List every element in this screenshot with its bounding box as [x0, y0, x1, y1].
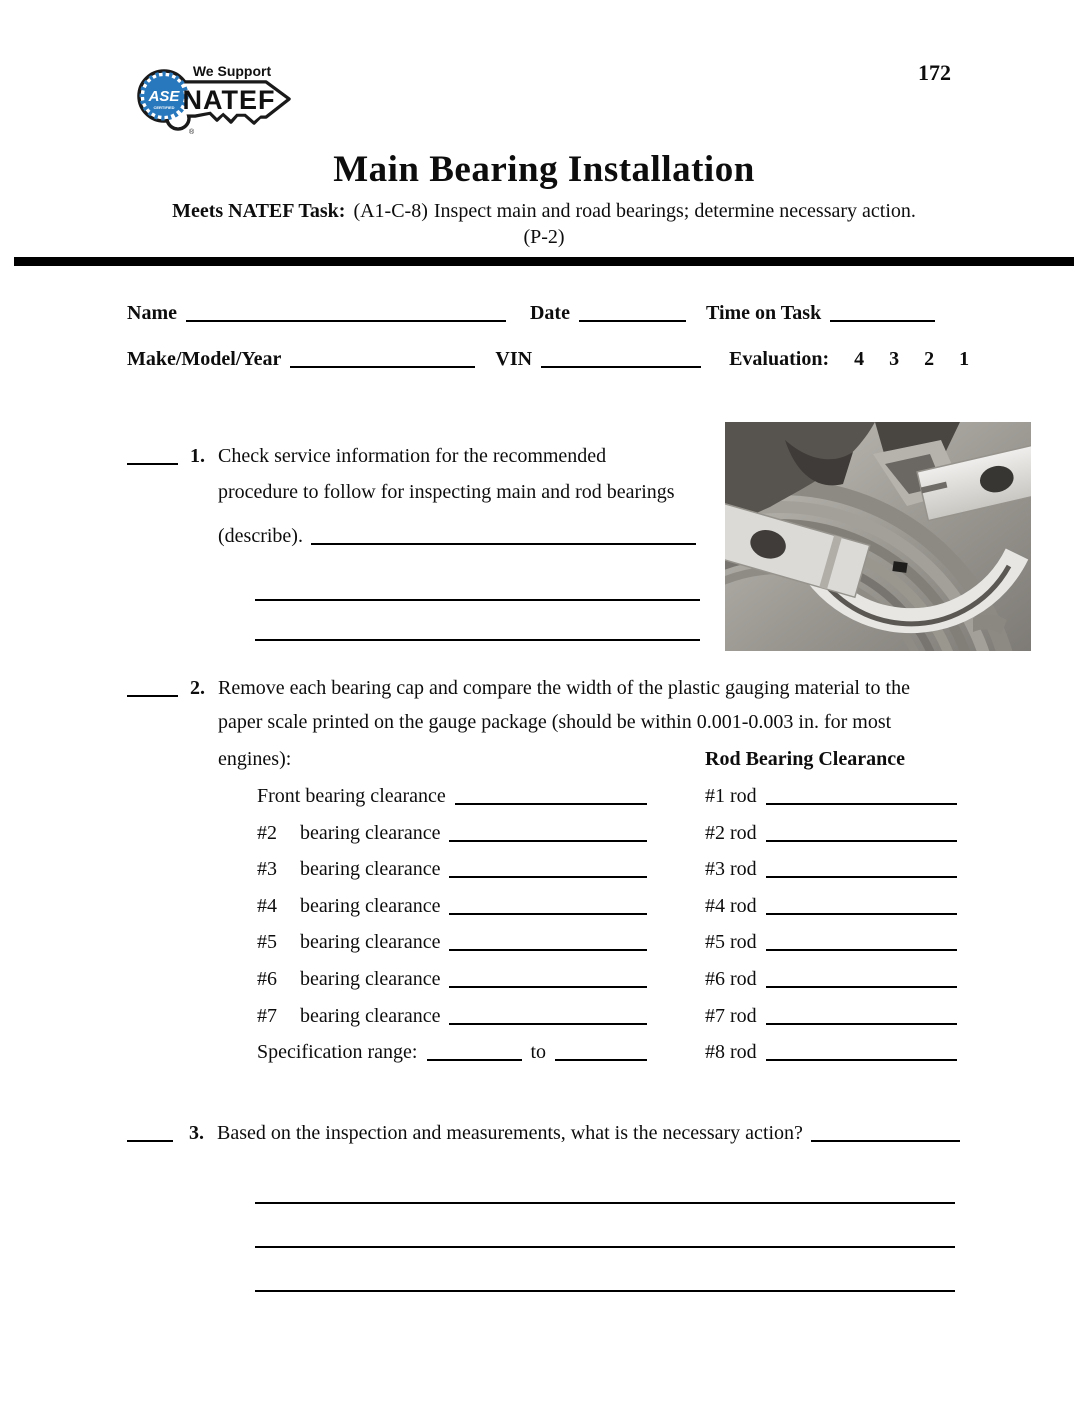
- clearance-table: [257, 781, 957, 1074]
- main-row-label: bearing clearance: [300, 894, 441, 917]
- item-2-text-1: Remove each bearing cap and compare the width of the plastic gauging material to the: [218, 677, 910, 699]
- item-2-number: 2.: [190, 677, 205, 699]
- main-bearing-photo: [725, 422, 1031, 651]
- info-row-2: [127, 344, 970, 371]
- rod-row-label: #4 rod: [705, 894, 757, 917]
- rod-clearance-blank: [766, 857, 957, 878]
- date-label: Date: [529, 302, 570, 324]
- rod-clearance-blank: [766, 784, 957, 805]
- clearance-row-1: [257, 781, 957, 818]
- evaluation-score-1: 1: [959, 348, 970, 370]
- describe-blank: [311, 524, 696, 545]
- evaluation-score-4: 4: [854, 348, 865, 370]
- task-code: (A1-C-8): [353, 200, 428, 222]
- name-label: Name: [127, 302, 177, 324]
- make-model-year-blank: [290, 347, 475, 368]
- date-blank: [579, 301, 686, 322]
- spec-range-max-blank: [555, 1040, 647, 1061]
- item-1-grade-blank: [127, 444, 178, 465]
- main-clearance-blank: [455, 784, 647, 805]
- item-1-line-2: [127, 481, 727, 521]
- item-1-write-line-2: [255, 601, 700, 641]
- main-row-num: #4: [257, 894, 277, 917]
- item-2-line-2: [127, 711, 967, 749]
- rod-row-label: #6 rod: [705, 967, 757, 990]
- item-2-text-3: engines):: [218, 748, 292, 770]
- item-3-line-1: [127, 1118, 960, 1160]
- rod-row-label: #7 rod: [705, 1004, 757, 1027]
- rod-clearance-blank: [766, 930, 957, 951]
- main-row-num: #2: [257, 821, 277, 844]
- item-2-line-1: [127, 673, 967, 711]
- main-clearance-blank: [449, 821, 647, 842]
- main-clearance-blank: [449, 857, 647, 878]
- main-row-num: #6: [257, 967, 277, 990]
- spec-range-min-blank: [427, 1040, 522, 1061]
- main-row-label: bearing clearance: [300, 1004, 441, 1027]
- clearance-row-5: [257, 927, 957, 964]
- task-item-1: [127, 441, 727, 641]
- main-row-num: #7: [257, 1004, 277, 1027]
- spec-to-label: to: [530, 1041, 547, 1064]
- clearance-row-4: [257, 891, 957, 928]
- evaluation-label: Evaluation:: [729, 348, 830, 370]
- rod-row-label: #3 rod: [705, 858, 757, 881]
- main-row-num: #5: [257, 931, 277, 954]
- make-model-year-label: Make/Model/Year: [127, 348, 282, 370]
- main-row-label: bearing clearance: [300, 858, 441, 881]
- task-item-2: [127, 673, 967, 786]
- item-3-number: 3.: [189, 1122, 204, 1144]
- item-3-answer-blank: [811, 1121, 960, 1142]
- clearance-row-7: [257, 1001, 957, 1038]
- main-row-label: Front bearing clearance: [257, 785, 446, 807]
- rod-bearing-clearance-header: Rod Bearing Clearance: [705, 748, 905, 770]
- item-3-write-line-2: [255, 1204, 955, 1248]
- name-blank: [186, 301, 506, 322]
- main-row-num: #3: [257, 858, 277, 881]
- natef-text: NATEF: [182, 85, 276, 115]
- rod-clearance-blank: [766, 1004, 957, 1025]
- clearance-row-3: [257, 854, 957, 891]
- page-number: 172: [918, 60, 951, 85]
- clearance-row-2: [257, 818, 957, 855]
- evaluation-score-3: 3: [889, 348, 900, 370]
- info-row-1: [127, 298, 960, 325]
- time-on-task-blank: [830, 301, 935, 322]
- task-item-3: [127, 1118, 960, 1292]
- clearance-row-8-spec: [257, 1037, 957, 1074]
- item-3-write-line-3: [255, 1248, 955, 1292]
- item-2-line-3: [127, 748, 967, 786]
- spec-range-label: Specification range:: [257, 1041, 418, 1064]
- rod-row-label: #1 rod: [705, 785, 757, 807]
- item-1-text-2: procedure to follow for inspecting main and rod bearings: [218, 481, 675, 503]
- describe-label: (describe).: [218, 525, 303, 547]
- rod-row-label: #8 rod: [705, 1041, 757, 1064]
- rod-clearance-blank: [766, 1040, 957, 1061]
- item-1-line-1: [127, 441, 727, 481]
- main-clearance-blank: [449, 967, 647, 988]
- main-row-label: bearing clearance: [300, 931, 441, 954]
- divider-rule: [14, 257, 1074, 266]
- vin-blank: [541, 347, 701, 368]
- key-logo-icon: [133, 56, 301, 144]
- main-clearance-blank: [449, 1004, 647, 1025]
- rod-clearance-blank: [766, 967, 957, 988]
- natef-ase-logo: [133, 56, 301, 144]
- evaluation-score-2: 2: [924, 348, 935, 370]
- rod-row-label: #2 rod: [705, 821, 757, 844]
- item-2-text-2: paper scale printed on the gauge package (should be within 0.001-0.003 in. for most: [218, 710, 892, 733]
- main-row-label: bearing clearance: [300, 967, 441, 990]
- item-1-line-3: [127, 521, 727, 561]
- main-clearance-blank: [449, 930, 647, 951]
- main-row-label: bearing clearance: [300, 821, 441, 844]
- rod-clearance-blank: [766, 821, 957, 842]
- task-label: Meets NATEF Task:: [172, 200, 346, 222]
- clearance-row-6: [257, 964, 957, 1001]
- item-3-text: Based on the inspection and measurements, what is the necessary action?: [217, 1122, 803, 1144]
- task-priority: (P-2): [523, 226, 565, 248]
- registered-mark: ®: [189, 129, 195, 136]
- main-clearance-blank: [449, 894, 647, 915]
- time-on-task-label: Time on Task: [705, 302, 822, 324]
- item-1-write-line-1: [255, 561, 700, 601]
- vin-label: VIN: [495, 348, 533, 370]
- task-description: Inspect main and road bearings; determine necessary action.: [433, 200, 916, 222]
- we-support-text: We Support: [192, 63, 272, 79]
- document-title: Main Bearing Installation: [333, 149, 755, 190]
- item-2-grade-blank: [127, 676, 178, 697]
- ase-logo-text: ASE: [148, 88, 180, 105]
- item-3-write-line-1: [255, 1160, 955, 1204]
- rod-clearance-blank: [766, 894, 957, 915]
- item-1-text-1: Check service information for the recommended: [218, 445, 607, 467]
- item-3-grade-blank: [127, 1121, 173, 1142]
- natef-task-line: [0, 200, 1088, 223]
- item-1-number: 1.: [190, 445, 205, 467]
- rod-row-label: #5 rod: [705, 931, 757, 954]
- ase-certified-text: CERTIFIED: [153, 105, 175, 110]
